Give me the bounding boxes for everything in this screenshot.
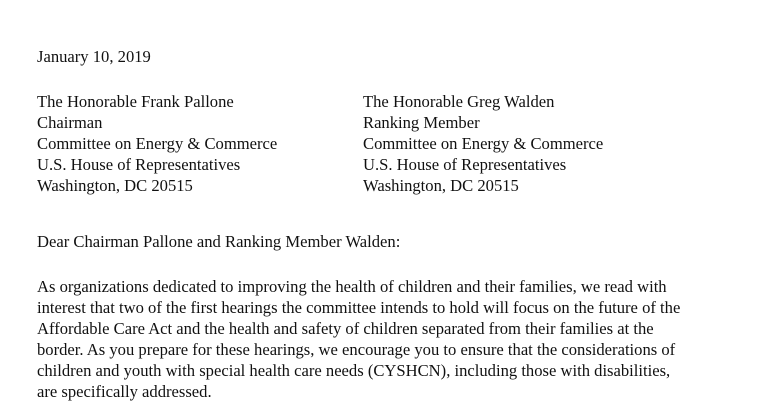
recipient-body: U.S. House of Representatives bbox=[37, 155, 241, 174]
salutation: Dear Chairman Pallone and Ranking Member Walden: bbox=[37, 232, 401, 251]
recipient-committee: Committee on Energy & Commerce bbox=[363, 134, 604, 153]
recipient-address-left bbox=[37, 91, 277, 196]
paragraph-line: Affordable Care Act and the health and safety of children separated from their families at the bbox=[37, 319, 654, 338]
recipient-address-right bbox=[363, 91, 603, 196]
paragraph-line: children and youth with special health care needs (CYSHCN), including those with disabilities, bbox=[37, 361, 671, 380]
body-paragraph bbox=[37, 276, 757, 402]
letter-date: January 10, 2019 bbox=[37, 47, 151, 66]
paragraph-line: are specifically addressed. bbox=[37, 382, 212, 401]
paragraph-line: As organizations dedicated to improving the health of children and their families, we read with bbox=[37, 277, 667, 296]
recipient-name: The Honorable Frank Pallone bbox=[37, 92, 234, 111]
recipient-city: Washington, DC 20515 bbox=[363, 176, 519, 195]
recipient-name: The Honorable Greg Walden bbox=[363, 92, 555, 111]
recipient-title: Chairman bbox=[37, 113, 103, 132]
recipient-body: U.S. House of Representatives bbox=[363, 155, 567, 174]
paragraph-line: interest that two of the first hearings the committee intends to hold will focus on the future of the bbox=[37, 298, 681, 317]
recipient-title: Ranking Member bbox=[363, 113, 480, 132]
recipient-committee: Committee on Energy & Commerce bbox=[37, 134, 278, 153]
recipient-city: Washington, DC 20515 bbox=[37, 176, 193, 195]
paragraph-line: border. As you prepare for these hearings, we encourage you to ensure that the considerations of bbox=[37, 340, 676, 359]
